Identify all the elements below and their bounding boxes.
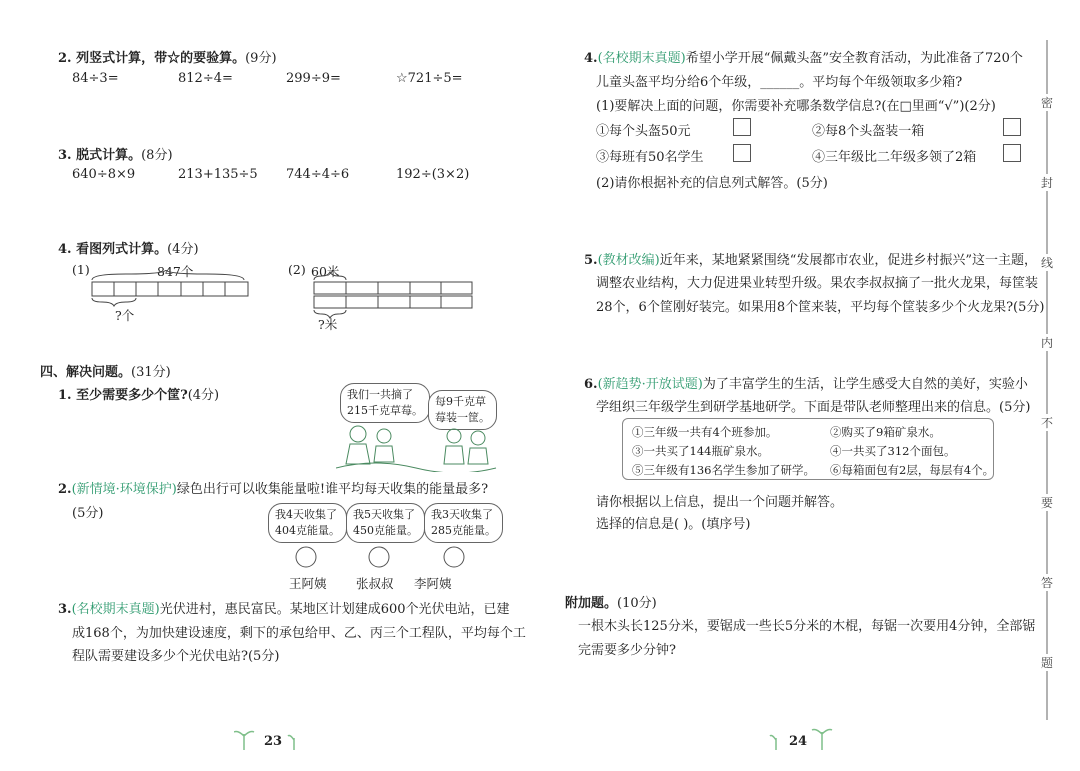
info-item: ⑥每箱面包有2层，每层有4个。: [830, 463, 995, 477]
p4-option-3: ③每班有50名学生: [596, 150, 704, 165]
p1-text: 1. 至少需要多少个筐?: [58, 388, 188, 403]
p4-line1: [584, 47, 1023, 66]
fig2-label: (2): [288, 262, 306, 277]
p3-tag: (名校期末真题): [71, 602, 160, 617]
p3-text-1: 光伏进村，惠民富民。某地区计划建成600个光伏电站，已建: [159, 602, 510, 617]
q2-item: ☆721÷5=: [396, 71, 463, 86]
option-3-checkbox[interactable]: [733, 144, 751, 162]
p1-question: [58, 384, 219, 403]
energy-bubble-2: 我5天收集了 450克能量。: [346, 503, 425, 543]
info-item: ②购买了9箱矿泉水。: [830, 425, 941, 439]
section4-title: 四、解决问题。: [40, 365, 132, 380]
binding-char: 答: [1041, 576, 1054, 590]
p4-option-2: ②每8个头盔装一箱: [812, 124, 925, 139]
q4-score: (4分): [167, 242, 199, 257]
strawberry-bubble: 我们一共摘了 215千克草莓。: [340, 383, 430, 423]
option-2-checkbox[interactable]: [1003, 118, 1021, 136]
p3-num: 3.: [58, 602, 72, 617]
q2-heading: [58, 47, 277, 66]
q4-title: 4. 看图列式计算。: [58, 242, 168, 257]
p3-line3: 程队需要建设多少个光伏电站?(5分): [72, 649, 280, 664]
name-zhang: 张叔叔: [356, 576, 394, 591]
p5-line2: 调整农业结构，大力促进果业转型升级。果农李叔叔摘了一批火龙果，每筐装: [596, 276, 1039, 291]
info-item: ①三年级一共有4个班参加。: [632, 425, 778, 439]
info-item: ④一共买了312个面包。: [830, 444, 956, 458]
fig1-bottom-label: ?个: [115, 308, 135, 323]
q3-item: 744÷4÷6: [286, 167, 350, 182]
option-1-checkbox[interactable]: [733, 118, 751, 136]
fig1-bar-diagram: [86, 270, 252, 320]
binding-char: 要: [1041, 496, 1054, 510]
section4-score: (31分): [131, 365, 171, 380]
p6-num: 6.: [584, 377, 598, 392]
q2-title: 2. 列竖式计算，带☆的要验算。: [58, 51, 246, 66]
p4-sub1: (1)要解决上面的问题，你需要补充哪条数学信息?(在□里画“√”)(2分): [596, 99, 996, 114]
q2-item: 84÷3=: [72, 71, 119, 86]
bonus-heading: [565, 592, 657, 611]
children-picking-illustration: [336, 422, 506, 472]
p2-text: 绿色出行可以收集能量啦!谁平均每天收集的能量最多?: [176, 482, 489, 497]
page-number-right: 24: [789, 734, 808, 749]
bonus-title: 附加题。: [565, 596, 618, 611]
fig2-bottom-label: ?米: [318, 317, 338, 332]
p4-text-1: 希望小学开展“佩戴头盔”安全教育活动，为此准备了720个: [685, 51, 1023, 66]
bonus-score: (10分): [617, 596, 657, 611]
p3-line2: 成168个，为加快建设速度，剩下的承包给甲、乙、丙三个工程队，平均每个工: [72, 626, 526, 641]
p4-option-1: ①每个头盔50元: [596, 124, 691, 139]
p4-line2: 儿童头盔平均分给6个年级，______。平均每个年级领取多少箱?: [596, 75, 963, 90]
q2-score: (9分): [245, 51, 277, 66]
binding-char: 密: [1041, 96, 1054, 110]
p6-choose: 选择的信息是( )。(填序号): [596, 517, 751, 532]
q2-item: 812÷4=: [178, 71, 233, 86]
p2-score: (5分): [72, 506, 104, 521]
p2-question: [58, 478, 488, 497]
p6-line1: [584, 373, 1028, 392]
p5-text-1: 近年来，某地紧紧围绕“发展都市农业，促进乡村振兴”这一主题，: [659, 253, 1038, 268]
p5-num: 5.: [584, 253, 598, 268]
p5-tag: (教材改编): [597, 253, 660, 268]
option-4-checkbox[interactable]: [1003, 144, 1021, 162]
name-wang: 王阿姨: [289, 576, 327, 591]
q4-heading: [58, 238, 199, 257]
info-item: ③一共买了144瓶矿泉水。: [632, 444, 769, 458]
p1-score: (4分): [187, 388, 220, 403]
name-li: 李阿姨: [414, 576, 452, 591]
p6-ask: 请你根据以上信息，提出一个问题并解答。: [596, 495, 844, 510]
binding-line: [1040, 40, 1054, 720]
p3-line1: [58, 598, 510, 617]
q3-item: 213+135÷5: [178, 167, 258, 182]
fig1-top-label: 847个: [157, 264, 194, 279]
p5-line3: 28个，6个筐刚好装完。如果用8个筐来装，平均每个筐装多少个火龙果?(5分): [596, 300, 1045, 315]
binding-char: 线: [1041, 256, 1054, 270]
q3-item: 640÷8×9: [72, 167, 136, 182]
p5-line1: [584, 249, 1037, 268]
p4-tag: (名校期末真题): [597, 51, 686, 66]
q3-item: 192÷(3×2): [396, 167, 470, 182]
people-faces-illustration: [286, 544, 476, 574]
p4-sub2: (2)请你根据补充的信息列式解答。(5分): [596, 176, 828, 191]
p4-num: 4.: [584, 51, 598, 66]
energy-bubble-1: 我4天收集了 404克能量。: [268, 503, 347, 543]
q3-title: 3. 脱式计算。: [58, 148, 142, 163]
fig2-top-label: 60米: [311, 264, 340, 279]
binding-char: 内: [1041, 336, 1054, 350]
p6-tag: (新趋势·开放试题): [597, 377, 703, 392]
bonus-line1: 一根木头长125分米，要锯成一些长5分米的木棍，每锯一次要用4分钟，全部锯: [578, 619, 1036, 634]
p2-tag: (新情境·环境保护): [71, 482, 177, 497]
p4-option-4: ④三年级比二年级多领了2箱: [812, 150, 977, 165]
p6-line2: 学组织三年级学生到研学基地研学。下面是带队老师整理出来的信息。(5分): [596, 400, 1031, 415]
page-number-left: 23: [264, 734, 283, 749]
info-item: ⑤三年级有136名学生参加了研学。: [632, 463, 815, 477]
binding-char: 不: [1041, 416, 1054, 430]
p2-num: 2.: [58, 482, 72, 497]
q2-item: 299÷9=: [286, 71, 341, 86]
binding-char: 题: [1041, 656, 1054, 670]
bonus-line2: 完需要多少分钟?: [578, 643, 676, 658]
q3-score: (8分): [141, 148, 173, 163]
q3-heading: [58, 144, 173, 163]
energy-bubble-3: 我3天收集了 285克能量。: [424, 503, 503, 543]
basket-bubble: 每9千克草 莓装一筐。: [428, 390, 497, 430]
p6-text-1: 为了丰富学生的生活，让学生感受大自然的美好，实验小: [702, 377, 1028, 392]
fig1-label: (1): [72, 262, 90, 277]
binding-char: 封: [1041, 176, 1054, 190]
section4-heading: [40, 361, 171, 380]
